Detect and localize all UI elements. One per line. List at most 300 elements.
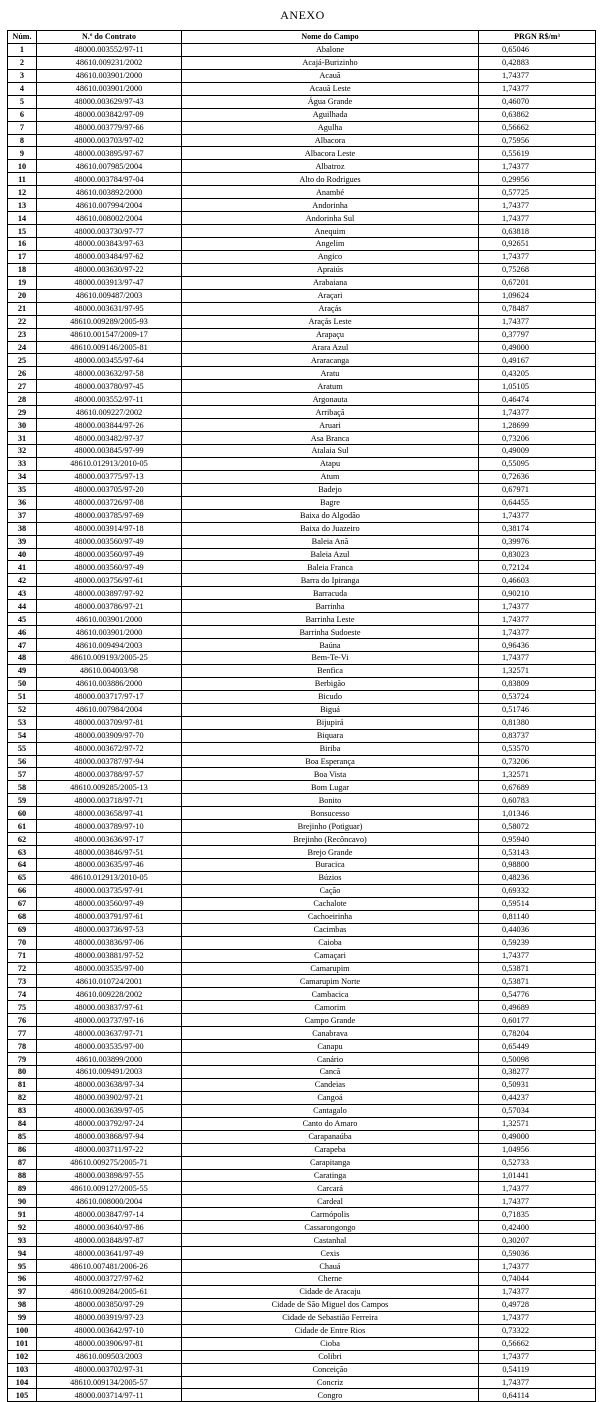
field-name: Concriz [182,1376,479,1389]
row-number: 8 [8,134,37,147]
prgn-value: 0,37797 [479,328,596,341]
prgn-value: 0,81380 [479,716,596,729]
prgn-value: 0,59239 [479,936,596,949]
table-row [8,574,596,587]
prgn-value: 0,51746 [479,703,596,716]
contract-number: 48000.003455/97-64 [37,354,182,367]
table-row [8,445,596,458]
contract-number: 48610.009503/2003 [37,1350,182,1363]
field-name: Canapu [182,1040,479,1053]
contract-number: 48000.003895/97-67 [37,147,182,160]
field-name: Camorim [182,1001,479,1014]
field-name: Bonsucesso [182,807,479,820]
row-number: 79 [8,1053,37,1066]
table-row [8,1117,596,1130]
contract-number: 48000.003919/97-23 [37,1311,182,1324]
field-name: Atum [182,470,479,483]
table-row [8,263,596,276]
field-name: Castanhal [182,1234,479,1247]
contract-number: 48000.003791/97-61 [37,910,182,923]
contract-number: 48000.003711/97-22 [37,1143,182,1156]
field-name: Brejinho (Potiguar) [182,820,479,833]
field-name: Badejo [182,483,479,496]
prgn-value: 0,53570 [479,742,596,755]
table-row [8,768,596,781]
field-name: Colibri [182,1350,479,1363]
field-name: Cachoeirinha [182,910,479,923]
contract-number: 48000.003552/97-11 [37,43,182,56]
row-number: 73 [8,975,37,988]
row-number: 69 [8,923,37,936]
field-name: Chauá [182,1260,479,1273]
prgn-value: 0,60177 [479,1014,596,1027]
contract-number: 48000.003630/97-22 [37,263,182,276]
table-row [8,238,596,251]
prgn-value: 0,83809 [479,677,596,690]
table-row [8,949,596,962]
table-row [8,1053,596,1066]
prgn-value: 0,50098 [479,1053,596,1066]
table-row [8,1143,596,1156]
field-name: Acauã Leste [182,82,479,95]
prgn-value: 0,53143 [479,846,596,859]
header-contract: N.º do Contrato [37,31,182,44]
table-row [8,859,596,872]
field-name: Conceição [182,1363,479,1376]
field-name: Caratinga [182,1169,479,1182]
row-number: 19 [8,276,37,289]
table-row [8,988,596,1001]
page-title: ANEXO [280,8,325,22]
contract-number: 48000.003902/97-21 [37,1091,182,1104]
field-name: Cardeal [182,1195,479,1208]
field-name: Anambé [182,186,479,199]
contract-number: 48000.003914/97-18 [37,522,182,535]
row-number: 35 [8,483,37,496]
contract-number: 48000.003847/97-14 [37,1208,182,1221]
prgn-value: 1,32571 [479,1117,596,1130]
row-number: 74 [8,988,37,1001]
contract-number: 48000.003535/97-00 [37,962,182,975]
field-name: Araçás [182,302,479,315]
table-row [8,82,596,95]
row-number: 39 [8,535,37,548]
prgn-value: 0,57725 [479,186,596,199]
table-row [8,212,596,225]
row-number: 72 [8,962,37,975]
table-row [8,561,596,574]
contract-number: 48000.003909/97-70 [37,729,182,742]
field-name: Atalaia Sul [182,445,479,458]
field-name: Candeias [182,1078,479,1091]
row-number: 55 [8,742,37,755]
field-name: Canário [182,1053,479,1066]
row-number: 98 [8,1298,37,1311]
table-row [8,134,596,147]
field-name: Albacora Leste [182,147,479,160]
contract-number: 48610.009284/2005-61 [37,1285,182,1298]
field-name: Cassarongongo [182,1221,479,1234]
row-number: 17 [8,250,37,263]
prgn-value: 1,74377 [479,212,596,225]
table-row [8,393,596,406]
table-row [8,276,596,289]
contract-number: 48000.003898/97-55 [37,1169,182,1182]
contract-number: 48000.003756/97-61 [37,574,182,587]
contract-number: 48000.003703/97-02 [37,134,182,147]
contract-number: 48610.003901/2000 [37,613,182,626]
field-name: Albatroz [182,160,479,173]
field-name: Andorinha [182,199,479,212]
table-row [8,975,596,988]
prgn-value: 1,74377 [479,1311,596,1324]
prgn-value: 1,05105 [479,380,596,393]
row-number: 99 [8,1311,37,1324]
table-row [8,1130,596,1143]
field-name: Campo Grande [182,1014,479,1027]
table-row [8,289,596,302]
table-row [8,406,596,419]
prgn-value: 0,42883 [479,56,596,69]
table-row [8,328,596,341]
prgn-value: 0,72124 [479,561,596,574]
row-number: 13 [8,199,37,212]
contract-number: 48000.003484/97-62 [37,250,182,263]
contract-number: 48000.003730/97-77 [37,225,182,238]
field-name: Camarupim [182,962,479,975]
contract-number: 48000.003868/97-94 [37,1130,182,1143]
table-row [8,807,596,820]
field-name: Argonauta [182,393,479,406]
table-row [8,587,596,600]
table-row [8,225,596,238]
prgn-value: 1,74377 [479,600,596,613]
prgn-value: 0,44237 [479,1091,596,1104]
prgn-value: 0,49728 [479,1298,596,1311]
row-number: 95 [8,1260,37,1273]
table-row [8,897,596,910]
row-number: 48 [8,652,37,665]
table-row [8,432,596,445]
row-number: 11 [8,173,37,186]
row-number: 20 [8,289,37,302]
field-name: Apraiús [182,263,479,276]
field-name: Camaçari [182,949,479,962]
row-number: 47 [8,639,37,652]
contract-number: 48000.003792/97-24 [37,1117,182,1130]
table-row [8,910,596,923]
field-name: Arribaçã [182,406,479,419]
table-row [8,1273,596,1286]
table-row [8,509,596,522]
table-row [8,703,596,716]
table-row [8,846,596,859]
field-name: Bom Lugar [182,781,479,794]
table-row [8,95,596,108]
contracts-table [7,30,596,1402]
header-field-name: Nome do Campo [182,31,479,44]
table-row [8,535,596,548]
row-number: 60 [8,807,37,820]
field-name: Cachalote [182,897,479,910]
table-row [8,1014,596,1027]
contract-number: 48610.004003/98 [37,664,182,677]
row-number: 103 [8,1363,37,1376]
table-row [8,1066,596,1079]
field-name: Cancã [182,1066,479,1079]
row-number: 25 [8,354,37,367]
table-row [8,742,596,755]
contract-number: 48610.003901/2000 [37,82,182,95]
prgn-value: 0,63818 [479,225,596,238]
row-number: 49 [8,664,37,677]
contract-number: 48000.003717/97-17 [37,690,182,703]
row-number: 94 [8,1247,37,1260]
prgn-value: 0,55095 [479,457,596,470]
row-number: 30 [8,419,37,432]
table-row [8,121,596,134]
field-name: Araçari [182,289,479,302]
field-name: Arara Azul [182,341,479,354]
prgn-value: 1,74377 [479,652,596,665]
contract-number: 48000.003779/97-66 [37,121,182,134]
row-number: 15 [8,225,37,238]
table-row [8,833,596,846]
row-number: 88 [8,1169,37,1182]
row-number: 100 [8,1324,37,1337]
field-name: Arapaçu [182,328,479,341]
field-name: Angico [182,250,479,263]
field-name: Cexis [182,1247,479,1260]
field-name: Brejinho (Recôncavo) [182,833,479,846]
table-row [8,871,596,884]
prgn-value: 0,64455 [479,496,596,509]
contract-number: 48000.003560/97-49 [37,535,182,548]
prgn-value: 0,75956 [479,134,596,147]
row-number: 66 [8,884,37,897]
contract-number: 48610.008000/2004 [37,1195,182,1208]
row-number: 57 [8,768,37,781]
contract-number: 48610.009227/2002 [37,406,182,419]
prgn-value: 0,69332 [479,884,596,897]
row-number: 101 [8,1337,37,1350]
row-number: 77 [8,1027,37,1040]
field-name: Albacora [182,134,479,147]
contract-number: 48000.003560/97-49 [37,561,182,574]
row-number: 71 [8,949,37,962]
field-name: Congro [182,1389,479,1402]
contract-number: 48000.003560/97-49 [37,897,182,910]
field-name: Asa Branca [182,432,479,445]
row-number: 83 [8,1104,37,1117]
table-row [8,639,596,652]
contract-number: 48610.003899/2000 [37,1053,182,1066]
prgn-value: 0,64114 [479,1389,596,1402]
prgn-value: 0,46474 [479,393,596,406]
table-row [8,1169,596,1182]
contract-number: 48610.012913/2010-05 [37,871,182,884]
prgn-value: 0,49009 [479,445,596,458]
table-row [8,354,596,367]
table-row [8,522,596,535]
field-name: Cangoá [182,1091,479,1104]
row-number: 96 [8,1273,37,1286]
contract-number: 48000.003635/97-46 [37,859,182,872]
prgn-value: 0,73206 [479,432,596,445]
prgn-value: 0,73322 [479,1324,596,1337]
contract-number: 48000.003629/97-43 [37,95,182,108]
prgn-value: 0,52733 [479,1156,596,1169]
prgn-value: 1,28699 [479,419,596,432]
row-number: 86 [8,1143,37,1156]
field-name: Boa Vista [182,768,479,781]
contract-number: 48000.003848/97-87 [37,1234,182,1247]
field-name: Baleia Anã [182,535,479,548]
table-row [8,470,596,483]
table-row [8,794,596,807]
prgn-value: 0,49167 [479,354,596,367]
table-row [8,600,596,613]
contract-number: 48000.003843/97-63 [37,238,182,251]
table-row [8,69,596,82]
field-name: Cacimbas [182,923,479,936]
contract-number: 48610.009134/2005-57 [37,1376,182,1389]
contract-number: 48000.003638/97-34 [37,1078,182,1091]
prgn-value: 1,09624 [479,289,596,302]
contract-number: 48000.003881/97-52 [37,949,182,962]
row-number: 41 [8,561,37,574]
field-name: Aguilhada [182,108,479,121]
contract-number: 48000.003787/97-94 [37,755,182,768]
field-name: Barrinha [182,600,479,613]
contract-number: 48000.003786/97-21 [37,600,182,613]
prgn-value: 0,50931 [479,1078,596,1091]
field-name: Biquara [182,729,479,742]
field-name: Araracanga [182,354,479,367]
table-row [8,1285,596,1298]
prgn-value: 0,57034 [479,1104,596,1117]
row-number: 38 [8,522,37,535]
field-name: Cidade de Entre Rios [182,1324,479,1337]
table-row [8,1027,596,1040]
table-row [8,1298,596,1311]
table-row [8,1078,596,1091]
table-row [8,315,596,328]
prgn-value: 0,42400 [479,1221,596,1234]
row-number: 46 [8,626,37,639]
contract-number: 48610.009228/2002 [37,988,182,1001]
table-row [8,613,596,626]
prgn-value: 1,74377 [479,82,596,95]
row-number: 6 [8,108,37,121]
contract-number: 48610.001547/2009-17 [37,328,182,341]
row-number: 27 [8,380,37,393]
contract-number: 48000.003535/97-00 [37,1040,182,1053]
table-row [8,1182,596,1195]
prgn-value: 0,46603 [479,574,596,587]
table-row [8,884,596,897]
table-row [8,108,596,121]
contract-number: 48000.003836/97-06 [37,936,182,949]
table-row [8,1324,596,1337]
contract-number: 48000.003640/97-86 [37,1221,182,1234]
field-name: Boa Esperança [182,755,479,768]
table-row [8,820,596,833]
table-header-row [8,31,596,44]
row-number: 7 [8,121,37,134]
row-number: 68 [8,910,37,923]
prgn-value: 0,49689 [479,1001,596,1014]
table-row [8,199,596,212]
table-row [8,1091,596,1104]
row-number: 4 [8,82,37,95]
prgn-value: 0,59036 [479,1247,596,1260]
row-number: 37 [8,509,37,522]
contract-number: 48610.009491/2003 [37,1066,182,1079]
field-name: Carapitanga [182,1156,479,1169]
field-name: Bonito [182,794,479,807]
row-number: 32 [8,445,37,458]
row-number: 63 [8,846,37,859]
row-number: 105 [8,1389,37,1402]
field-name: Cidade de Aracaju [182,1285,479,1298]
row-number: 67 [8,897,37,910]
row-number: 104 [8,1376,37,1389]
field-name: Bijupirá [182,716,479,729]
field-name: Bem-Te-Vi [182,652,479,665]
prgn-value: 1,04956 [479,1143,596,1156]
contract-number: 48610.003886/2000 [37,677,182,690]
contract-number: 48610.009193/2005-25 [37,652,182,665]
contract-number: 48000.003637/97-71 [37,1027,182,1040]
field-name: Biriba [182,742,479,755]
contract-number: 48000.003482/97-37 [37,432,182,445]
row-number: 64 [8,859,37,872]
prgn-value: 1,74377 [479,199,596,212]
prgn-value: 1,74377 [479,949,596,962]
prgn-value: 0,54776 [479,988,596,1001]
row-number: 80 [8,1066,37,1079]
contract-number: 48610.012913/2010-05 [37,457,182,470]
row-number: 56 [8,755,37,768]
prgn-value: 0,54119 [479,1363,596,1376]
field-name: Cação [182,884,479,897]
contract-number: 48000.003735/97-91 [37,884,182,897]
prgn-value: 0,55619 [479,147,596,160]
table-row [8,1104,596,1117]
field-name: Biguá [182,703,479,716]
contract-number: 48610.003892/2000 [37,186,182,199]
table-row [8,1337,596,1350]
field-name: Acajá-Burizinho [182,56,479,69]
prgn-value: 0,78204 [479,1027,596,1040]
row-number: 22 [8,315,37,328]
prgn-value: 0,53724 [479,690,596,703]
prgn-value: 1,74377 [479,1350,596,1363]
field-name: Cambacica [182,988,479,1001]
table-row [8,457,596,470]
contract-number: 48000.003709/97-81 [37,716,182,729]
row-number: 84 [8,1117,37,1130]
table-row [8,923,596,936]
field-name: Anequim [182,225,479,238]
contract-number: 48000.003906/97-81 [37,1337,182,1350]
field-name: Acauã [182,69,479,82]
contract-number: 48610.009275/2005-71 [37,1156,182,1169]
row-number: 33 [8,457,37,470]
table-row [8,962,596,975]
prgn-value: 1,74377 [479,69,596,82]
